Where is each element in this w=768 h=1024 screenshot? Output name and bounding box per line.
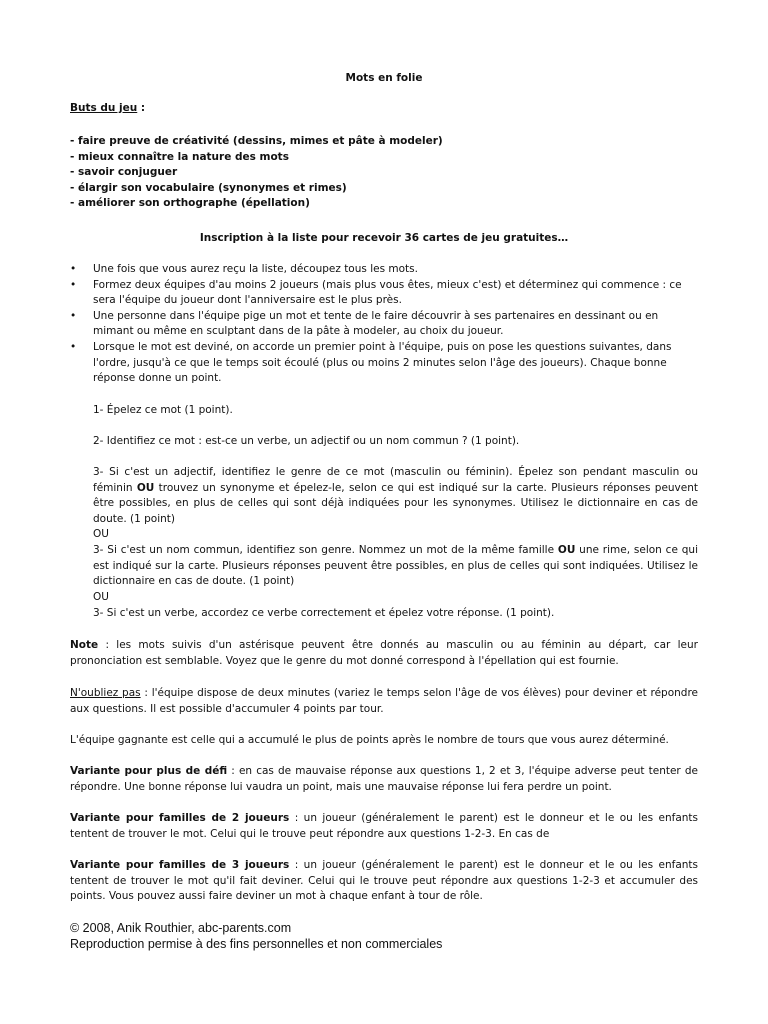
bullet-icon: • (70, 340, 77, 353)
goal-item: - améliorer son orthographe (épellation) (70, 197, 310, 210)
or-separator: OU (93, 528, 109, 541)
signup-line: Inscription à la liste pour recevoir 36 cartes de jeu gratuites… (199, 232, 569, 244)
variant-text: : un joueur (généralement le parent) est le donneur et le ou les enfants tentent de trouver le mot. Celui qui le trouve peut répondre aux questions 1-2-3. En cas de (70, 812, 698, 840)
reminder-text: : l'équipe dispose de deux minutes (variez le temps selon l'âge de vos élèves) pour deviner et répondre aux questions. Il est possible d'accumuler 4 points par tour. (70, 687, 698, 715)
copyright-line: © 2008, Anik Routhier, abc-parents.com (70, 921, 292, 935)
variant-label: Variante pour plus de défi (70, 765, 228, 777)
goal-item: - élargir son vocabulaire (synonymes et rimes) (70, 181, 347, 194)
rule-text: Une personne dans l'équipe pige un mot et tente de le faire découvrir à ses partenaires en dessinant ou en mimant ou même en sculptant dans de la pâte à modeler, au choix du joueur. (93, 309, 659, 338)
question-2: 2- Identifiez ce mot : est-ce un verbe, un adjectif ou un nom commun ? (1 point). (93, 435, 520, 447)
note-text: : les mots suivis d'un astérisque peuvent être donnés au masculin ou au féminin au départ, car leur prononciation est semblable. Voyez que le genre du mot donné correspond à l'épellation qui est fournie. (70, 639, 698, 667)
document-title: Mots en folie (345, 72, 423, 84)
rule-item (70, 278, 700, 309)
bullet-icon: • (70, 309, 77, 322)
bullet-icon: • (70, 278, 77, 291)
or-separator: OU (93, 590, 109, 603)
variant-label: Variante pour familles de 2 joueurs (70, 812, 290, 824)
goal-item: - savoir conjuguer (70, 166, 178, 179)
question-3-adjective-intro: 3- Si c'est un adjectif, identifiez le genre de ce mot (masculin ou féminin). Épelez son pendant masculin ou féminin (93, 466, 698, 494)
note-label: Note (70, 639, 99, 651)
reminder-paragraph (70, 686, 698, 717)
variant-text: : un joueur (généralement le parent) est le donneur et le ou les enfants tentent de trouver le mot qu'il fait deviner. Celui qui le trouve peut répondre aux questions 1-2-3 et accumuler des points. Vous pouvez aussi faire deviner un mot à chaque enfant à tour de rôle. (70, 859, 698, 903)
question-3-noun-intro: 3- Si c'est un nom commun, identifiez son genre. Nommez un mot de la même famille (93, 544, 558, 556)
footer (70, 920, 442, 952)
rights-line: Reproduction permise à des fins personnelles et non commerciales (70, 937, 443, 951)
or-emphasis: OU (557, 544, 576, 556)
question-3-verb: 3- Si c'est un verbe, accordez ce verbe correctement et épelez votre réponse. (1 point). (93, 607, 555, 619)
question-3-adjective-rest: trouvez un synonyme et épelez-le, selon ce qui est indiqué sur la carte. Plusieurs réponses peuvent être possibles, en plus de celles qui sont déjà indiquées pour les synonymes. Utilisez le dictionnaire en cas de doute. (1 point) (93, 481, 698, 525)
or-emphasis: OU (136, 481, 155, 494)
reminder-label: N'oubliez pas (70, 687, 141, 699)
question-3-noun-rest: une rime, selon ce qui est indiqué sur la carte. Plusieurs réponses peuvent être possibles, en plus de celles qui sont indiquées. Utilisez le dictionnaire en cas de doute. (1 point) (93, 544, 698, 588)
question-1: 1- Épelez ce mot (1 point). (93, 404, 233, 416)
rules-list (70, 262, 700, 387)
goals-heading-label: Buts du jeu (70, 102, 138, 114)
variant-challenge (70, 764, 698, 795)
winner-paragraph: L'équipe gagnante est celle qui a accumulé le plus de points après le nombre de tours que vous aurez déterminé. (70, 734, 669, 746)
variant-text: : en cas de mauvaise réponse aux questions 1, 2 et 3, l'équipe adverse peut tenter de répondre. Une bonne réponse lui vaudra un point, mais une mauvaise réponse lui fera perdre un point. (70, 765, 698, 793)
rule-text: Lorsque le mot est deviné, on accorde un premier point à l'équipe, puis on pose les questions suivantes, dans l'ordre, jusqu'à ce que le temps soit écoulé (plus ou moins 2 minutes selon l'âge des joueurs). Chaque bonne réponse donne un point. (93, 340, 672, 385)
rule-item (70, 340, 700, 387)
variant-two-players (70, 811, 698, 842)
rule-item (70, 309, 700, 340)
question-3-noun (93, 543, 698, 605)
goals-heading-suffix: : (137, 102, 146, 114)
rule-text: Une fois que vous aurez reçu la liste, découpez tous les mots. (93, 263, 418, 275)
goals-list (70, 134, 443, 212)
question-3-adjective (93, 465, 698, 543)
goal-item: - faire preuve de créativité (dessins, mimes et pâte à modeler) (70, 135, 443, 147)
note-paragraph (70, 638, 698, 669)
rule-text: Formez deux équipes d'au moins 2 joueurs (mais plus vous êtes, mieux c'est) et déterminez qui commence : ce sera l'équipe du joueur dont l'anniversaire est le plus près. (93, 278, 682, 307)
variant-label: Variante pour familles de 3 joueurs (70, 859, 290, 871)
variant-three-players (70, 858, 698, 905)
rule-item (70, 262, 700, 278)
goals-heading (70, 102, 145, 114)
goal-item: - mieux connaître la nature des mots (70, 150, 289, 163)
bullet-icon: • (70, 263, 77, 275)
